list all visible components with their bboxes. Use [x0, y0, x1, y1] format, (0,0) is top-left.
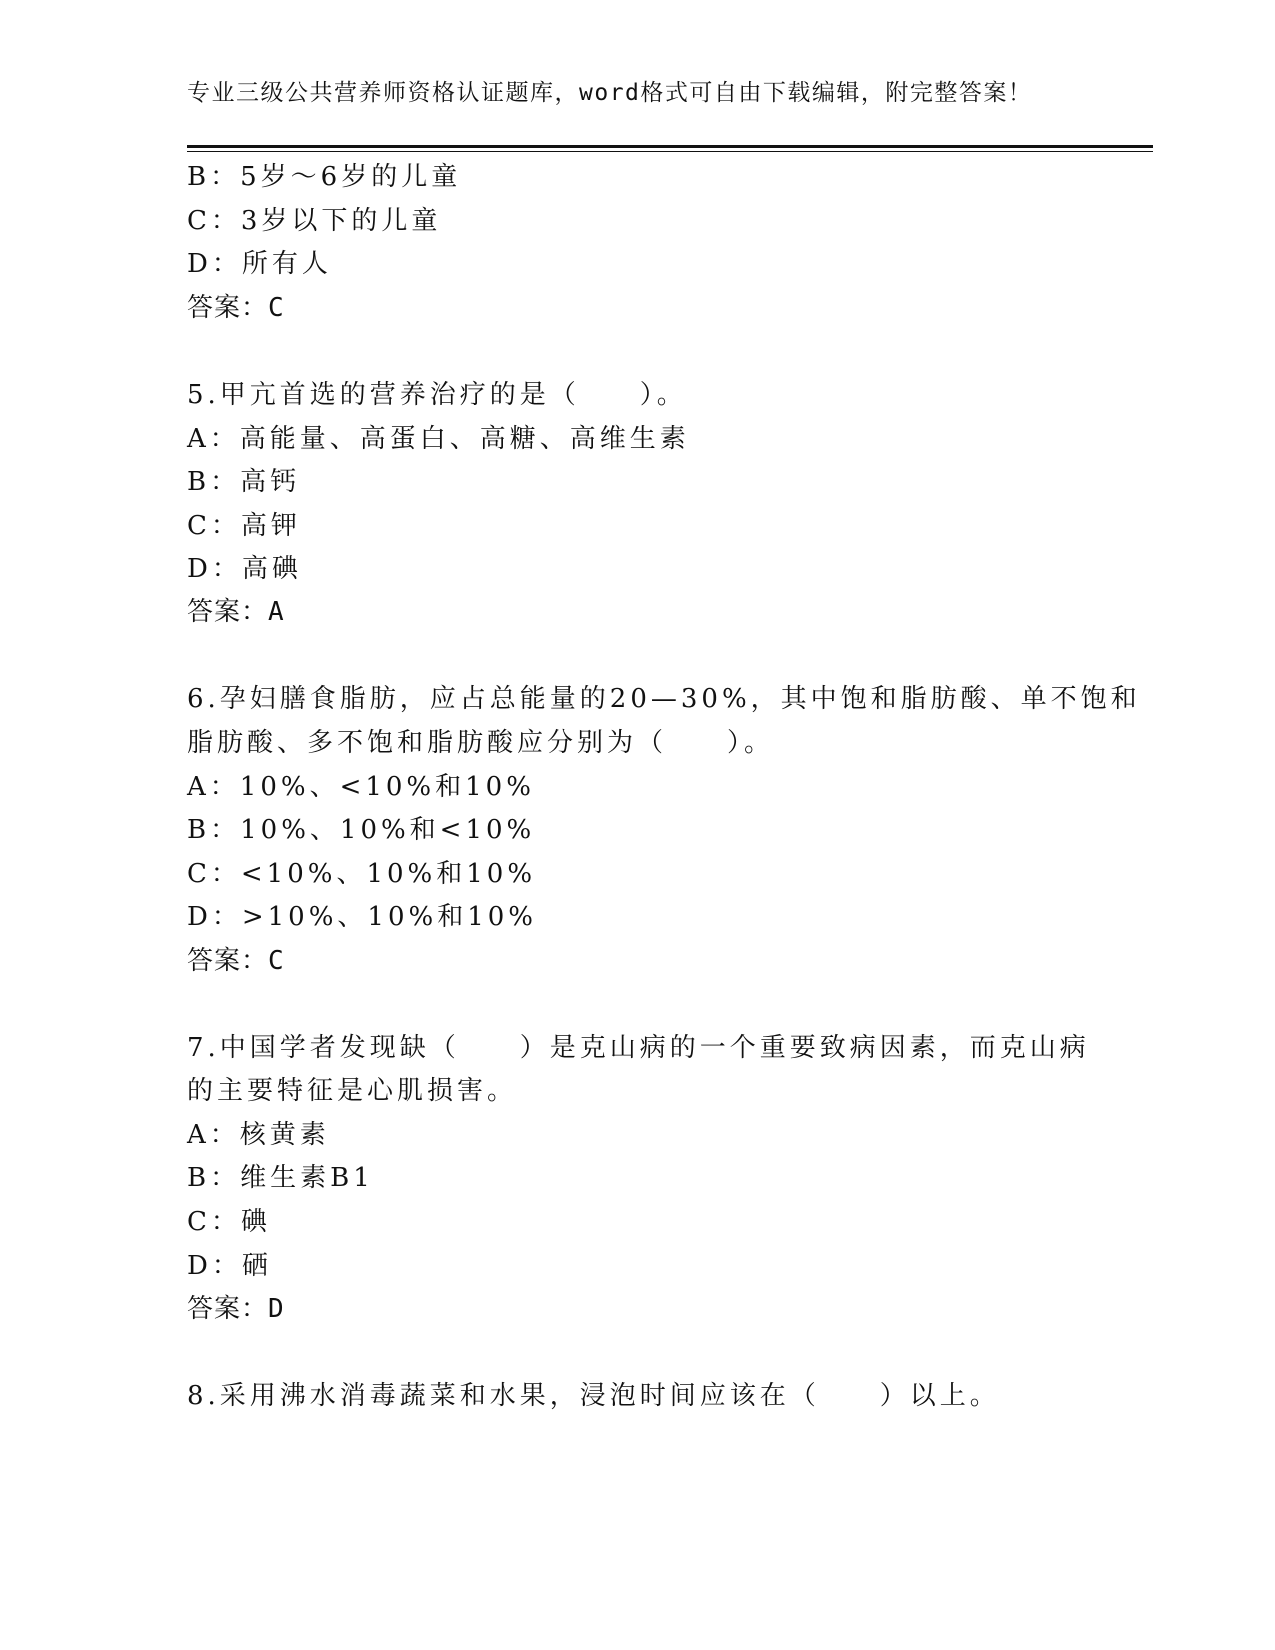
- option-line: C：碘: [187, 1207, 271, 1237]
- option-line: B：高钙: [187, 467, 301, 497]
- option-line: A：高能量、高蛋白、高糖、高维生素: [187, 424, 690, 454]
- answer-label: 答案：: [187, 293, 269, 323]
- header-rule-thin: [187, 151, 1153, 152]
- answer-value: C: [268, 293, 285, 323]
- answer-line: [187, 1294, 285, 1324]
- question-text: 7.中国学者发现缺（ ）是克山病的一个重要致病因素，而克山病: [187, 1033, 1090, 1063]
- option-line: C：3岁以下的儿童: [187, 206, 442, 236]
- option-line: D：所有人: [187, 249, 332, 279]
- answer-line: [187, 597, 285, 627]
- question-text: 的主要特征是心肌损害。: [187, 1076, 518, 1106]
- option-line: D：>10%、10%和10%: [187, 902, 537, 932]
- answer-line: [187, 293, 285, 323]
- answer-value: A: [268, 597, 285, 627]
- option-line: A：核黄素: [187, 1120, 330, 1150]
- option-line: B：10%、10%和<10%: [187, 815, 536, 845]
- answer-value: C: [268, 946, 285, 976]
- header-rule-thick: [187, 145, 1153, 148]
- question-text: 5.甲亢首选的营养治疗的是（ ）。: [187, 380, 687, 410]
- option-line: C：<10%、10%和10%: [187, 859, 537, 889]
- question-text: 6.孕妇膳食脂肪，应占总能量的20—30%，其中饱和脂肪酸、单不饱和: [187, 684, 1141, 714]
- option-line: C：高钾: [187, 511, 301, 541]
- question-text: 8.采用沸水消毒蔬菜和水果，浸泡时间应该在（ ）以上。: [187, 1381, 1000, 1411]
- option-line: D：硒: [187, 1251, 272, 1281]
- answer-label: 答案：: [187, 946, 269, 976]
- option-line: B：5岁～6岁的儿童: [187, 162, 462, 192]
- answer-label: 答案：: [187, 1294, 269, 1324]
- answer-value: D: [268, 1294, 285, 1324]
- option-line: D：高碘: [187, 554, 302, 584]
- option-line: B：维生素B1: [187, 1163, 374, 1193]
- answer-line: [187, 946, 285, 976]
- page-header: 专业三级公共营养师资格认证题库，word格式可自由下载编辑，附完整答案！: [187, 80, 1033, 106]
- option-line: A：10%、<10%和10%: [187, 772, 535, 802]
- question-text: 脂肪酸、多不饱和脂肪酸应分别为（ ）。: [187, 728, 775, 758]
- answer-label: 答案：: [187, 597, 269, 627]
